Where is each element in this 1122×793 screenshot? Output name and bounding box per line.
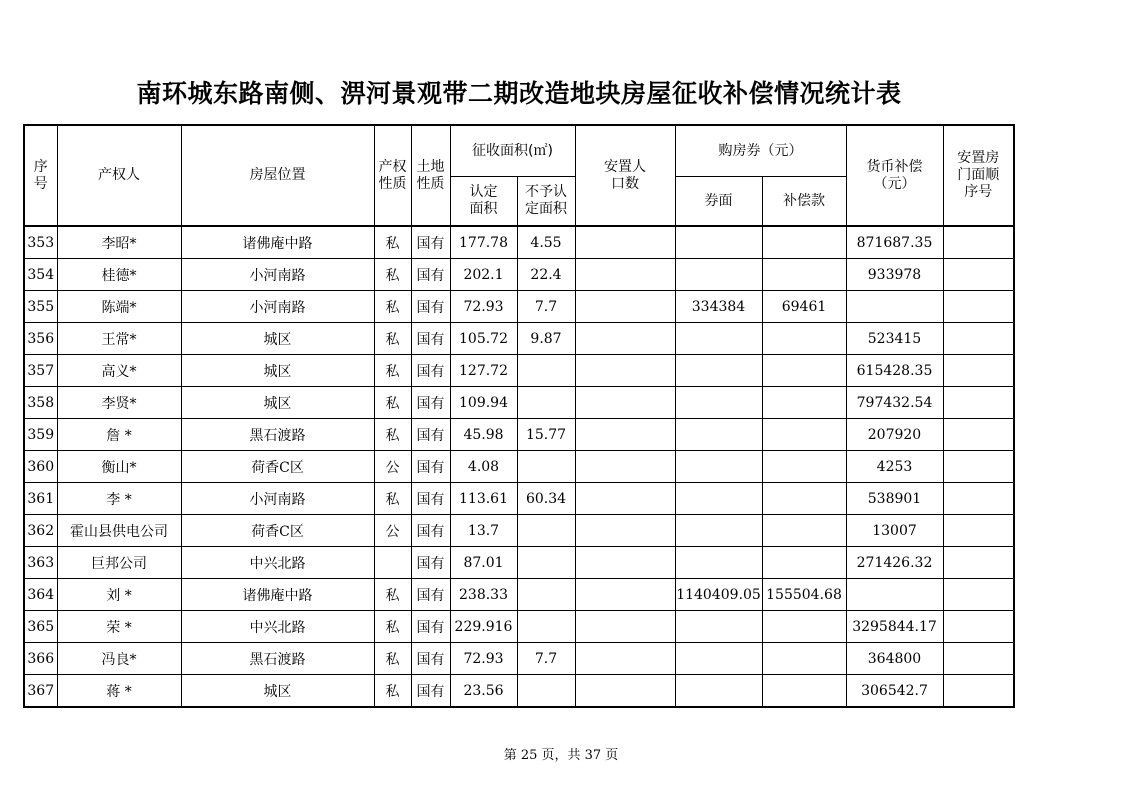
cell-area: 177.78 <box>450 226 517 259</box>
cell-property-type: 私 <box>374 259 411 291</box>
cell-voucher-face: 334384 <box>675 291 762 323</box>
cell-resettle-people <box>575 611 675 643</box>
header-resettle-people: 安置人口数 <box>575 125 675 226</box>
cell-property-type: 私 <box>374 387 411 419</box>
header-location: 房屋位置 <box>181 125 374 226</box>
header-land: 土地性质 <box>411 125 450 226</box>
cell-seq: 356 <box>24 323 57 355</box>
cell-owner: 李昭* <box>57 226 181 259</box>
cell-property-type: 私 <box>374 291 411 323</box>
cell-voucher-comp <box>762 547 846 579</box>
page-footer: 第 25 页，共 37 页 <box>503 748 619 763</box>
cell-resettle-people <box>575 547 675 579</box>
cell-location: 城区 <box>181 355 374 387</box>
header-area-group: 征收面积(㎡) <box>450 125 575 177</box>
cell-cash: 933978 <box>846 259 943 291</box>
table-row <box>24 643 1014 675</box>
cell-area: 202.1 <box>450 259 517 291</box>
cell-seq: 353 <box>24 226 57 259</box>
cell-seq: 359 <box>24 419 57 451</box>
cell-shop-order <box>943 451 1014 483</box>
cell-seq: 355 <box>24 291 57 323</box>
cell-location: 城区 <box>181 675 374 708</box>
cell-shop-order <box>943 323 1014 355</box>
header-area-unrecognized: 不予认定面积 <box>517 177 575 227</box>
table-row <box>24 226 1014 259</box>
cell-resettle-people <box>575 259 675 291</box>
cell-unrecognized-area: 7.7 <box>517 643 575 675</box>
cell-land: 国有 <box>411 419 450 451</box>
cell-property-type: 私 <box>374 355 411 387</box>
cell-voucher-comp <box>762 323 846 355</box>
header-property-type: 产权性质 <box>374 125 411 226</box>
cell-area: 45.98 <box>450 419 517 451</box>
cell-cash: 306542.7 <box>846 675 943 708</box>
cell-unrecognized-area: 15.77 <box>517 419 575 451</box>
table-row <box>24 483 1014 515</box>
cell-seq: 367 <box>24 675 57 708</box>
table-row <box>24 611 1014 643</box>
cell-cash <box>846 291 943 323</box>
cell-cash: 615428.35 <box>846 355 943 387</box>
cell-seq: 365 <box>24 611 57 643</box>
cell-area: 238.33 <box>450 579 517 611</box>
compensation-table <box>23 124 1015 708</box>
cell-voucher-face <box>675 226 762 259</box>
cell-owner: 刘 * <box>57 579 181 611</box>
cell-voucher-comp <box>762 451 846 483</box>
cell-location: 诸佛庵中路 <box>181 579 374 611</box>
cell-land: 国有 <box>411 323 450 355</box>
cell-area: 4.08 <box>450 451 517 483</box>
cell-seq: 360 <box>24 451 57 483</box>
cell-location: 城区 <box>181 387 374 419</box>
cell-voucher-comp <box>762 419 846 451</box>
cell-shop-order <box>943 579 1014 611</box>
cell-shop-order <box>943 387 1014 419</box>
header-voucher-comp: 补偿款 <box>762 177 846 227</box>
table-row <box>24 451 1014 483</box>
cell-area: 23.56 <box>450 675 517 708</box>
header-voucher-face: 券面 <box>675 177 762 227</box>
cell-land: 国有 <box>411 291 450 323</box>
cell-voucher-comp <box>762 515 846 547</box>
cell-owner: 荣 * <box>57 611 181 643</box>
cell-resettle-people <box>575 226 675 259</box>
cell-cash: 3295844.17 <box>846 611 943 643</box>
cell-shop-order <box>943 643 1014 675</box>
cell-cash: 364800 <box>846 643 943 675</box>
header-owner: 产权人 <box>57 125 181 226</box>
cell-owner: 桂德* <box>57 259 181 291</box>
cell-voucher-comp <box>762 226 846 259</box>
cell-land: 国有 <box>411 259 450 291</box>
cell-area: 109.94 <box>450 387 517 419</box>
cell-voucher-face <box>675 259 762 291</box>
cell-property-type: 私 <box>374 643 411 675</box>
cell-shop-order <box>943 226 1014 259</box>
cell-resettle-people <box>575 483 675 515</box>
cell-owner: 冯良* <box>57 643 181 675</box>
cell-unrecognized-area <box>517 611 575 643</box>
cell-land: 国有 <box>411 547 450 579</box>
table-row <box>24 675 1014 708</box>
cell-unrecognized-area <box>517 515 575 547</box>
cell-unrecognized-area <box>517 451 575 483</box>
cell-shop-order <box>943 419 1014 451</box>
cell-cash: 797432.54 <box>846 387 943 419</box>
cell-property-type: 私 <box>374 675 411 708</box>
cell-resettle-people <box>575 291 675 323</box>
table-row <box>24 259 1014 291</box>
cell-voucher-face <box>675 611 762 643</box>
cell-resettle-people <box>575 515 675 547</box>
cell-location: 小河南路 <box>181 483 374 515</box>
cell-voucher-comp: 69461 <box>762 291 846 323</box>
cell-area: 229.916 <box>450 611 517 643</box>
cell-cash: 538901 <box>846 483 943 515</box>
cell-seq: 363 <box>24 547 57 579</box>
cell-land: 国有 <box>411 515 450 547</box>
cell-cash: 271426.32 <box>846 547 943 579</box>
cell-resettle-people <box>575 355 675 387</box>
cell-location: 中兴北路 <box>181 611 374 643</box>
cell-area: 113.61 <box>450 483 517 515</box>
cell-unrecognized-area: 9.87 <box>517 323 575 355</box>
cell-shop-order <box>943 611 1014 643</box>
cell-voucher-comp <box>762 355 846 387</box>
cell-voucher-face <box>675 323 762 355</box>
table-row <box>24 515 1014 547</box>
cell-area: 105.72 <box>450 323 517 355</box>
cell-cash: 4253 <box>846 451 943 483</box>
page-title: 南环城东路南侧、淠河景观带二期改造地块房屋征收补偿情况统计表 <box>136 79 902 108</box>
cell-voucher-face: 1140409.05 <box>675 579 762 611</box>
cell-cash: 871687.35 <box>846 226 943 259</box>
cell-voucher-face <box>675 547 762 579</box>
cell-location: 荷香C区 <box>181 451 374 483</box>
cell-area: 127.72 <box>450 355 517 387</box>
cell-owner: 李 * <box>57 483 181 515</box>
cell-land: 国有 <box>411 355 450 387</box>
cell-shop-order <box>943 355 1014 387</box>
cell-owner: 李贤* <box>57 387 181 419</box>
cell-land: 国有 <box>411 226 450 259</box>
cell-voucher-comp <box>762 611 846 643</box>
cell-location: 荷香C区 <box>181 515 374 547</box>
cell-property-type: 私 <box>374 611 411 643</box>
cell-cash: 523415 <box>846 323 943 355</box>
cell-location: 中兴北路 <box>181 547 374 579</box>
cell-unrecognized-area <box>517 547 575 579</box>
cell-cash <box>846 579 943 611</box>
cell-seq: 354 <box>24 259 57 291</box>
cell-location: 小河南路 <box>181 259 374 291</box>
cell-voucher-comp: 155504.68 <box>762 579 846 611</box>
cell-area: 72.93 <box>450 643 517 675</box>
cell-unrecognized-area <box>517 675 575 708</box>
cell-owner: 高义* <box>57 355 181 387</box>
cell-owner: 霍山县供电公司 <box>57 515 181 547</box>
table-row <box>24 291 1014 323</box>
cell-voucher-comp <box>762 675 846 708</box>
cell-unrecognized-area <box>517 579 575 611</box>
cell-seq: 361 <box>24 483 57 515</box>
cell-seq: 357 <box>24 355 57 387</box>
cell-voucher-comp <box>762 643 846 675</box>
table-row <box>24 547 1014 579</box>
table-row <box>24 419 1014 451</box>
cell-unrecognized-area: 7.7 <box>517 291 575 323</box>
table-row <box>24 323 1014 355</box>
cell-owner: 詹 * <box>57 419 181 451</box>
cell-unrecognized-area: 22.4 <box>517 259 575 291</box>
cell-shop-order <box>943 547 1014 579</box>
cell-resettle-people <box>575 323 675 355</box>
cell-resettle-people <box>575 675 675 708</box>
cell-unrecognized-area <box>517 355 575 387</box>
cell-land: 国有 <box>411 675 450 708</box>
cell-unrecognized-area: 60.34 <box>517 483 575 515</box>
cell-resettle-people <box>575 419 675 451</box>
cell-owner: 衡山* <box>57 451 181 483</box>
cell-land: 国有 <box>411 611 450 643</box>
cell-voucher-face <box>675 451 762 483</box>
cell-cash: 207920 <box>846 419 943 451</box>
cell-land: 国有 <box>411 387 450 419</box>
cell-voucher-face <box>675 387 762 419</box>
cell-voucher-comp <box>762 483 846 515</box>
cell-location: 黑石渡路 <box>181 419 374 451</box>
cell-property-type: 私 <box>374 323 411 355</box>
cell-shop-order <box>943 259 1014 291</box>
cell-owner: 陈端* <box>57 291 181 323</box>
cell-shop-order <box>943 515 1014 547</box>
cell-voucher-comp <box>762 259 846 291</box>
cell-resettle-people <box>575 643 675 675</box>
cell-area: 72.93 <box>450 291 517 323</box>
header-voucher-group: 购房券（元） <box>675 125 846 177</box>
header-area-recognized: 认定面积 <box>450 177 517 227</box>
header-shop-order: 安置房门面顺序号 <box>943 125 1014 226</box>
cell-resettle-people <box>575 579 675 611</box>
cell-voucher-face <box>675 643 762 675</box>
header-seq: 序号 <box>24 125 57 226</box>
cell-seq: 364 <box>24 579 57 611</box>
cell-shop-order <box>943 675 1014 708</box>
cell-unrecognized-area <box>517 387 575 419</box>
cell-land: 国有 <box>411 579 450 611</box>
table-row <box>24 355 1014 387</box>
cell-property-type <box>374 547 411 579</box>
cell-unrecognized-area: 4.55 <box>517 226 575 259</box>
cell-voucher-face <box>675 419 762 451</box>
cell-location: 城区 <box>181 323 374 355</box>
cell-voucher-face <box>675 675 762 708</box>
cell-seq: 366 <box>24 643 57 675</box>
cell-voucher-face <box>675 515 762 547</box>
cell-location: 黑石渡路 <box>181 643 374 675</box>
cell-land: 国有 <box>411 483 450 515</box>
cell-area: 87.01 <box>450 547 517 579</box>
table-row <box>24 387 1014 419</box>
cell-seq: 358 <box>24 387 57 419</box>
cell-property-type: 公 <box>374 515 411 547</box>
cell-resettle-people <box>575 451 675 483</box>
cell-shop-order <box>943 483 1014 515</box>
cell-owner: 蒋 * <box>57 675 181 708</box>
cell-location: 小河南路 <box>181 291 374 323</box>
cell-seq: 362 <box>24 515 57 547</box>
cell-property-type: 私 <box>374 579 411 611</box>
cell-property-type: 私 <box>374 226 411 259</box>
cell-cash: 13007 <box>846 515 943 547</box>
table-row <box>24 579 1014 611</box>
cell-voucher-comp <box>762 387 846 419</box>
cell-location: 诸佛庵中路 <box>181 226 374 259</box>
cell-property-type: 私 <box>374 483 411 515</box>
cell-property-type: 私 <box>374 419 411 451</box>
cell-property-type: 公 <box>374 451 411 483</box>
cell-owner: 王常* <box>57 323 181 355</box>
cell-voucher-face <box>675 355 762 387</box>
cell-owner: 巨邦公司 <box>57 547 181 579</box>
cell-shop-order <box>943 291 1014 323</box>
cell-resettle-people <box>575 387 675 419</box>
cell-area: 13.7 <box>450 515 517 547</box>
cell-voucher-face <box>675 483 762 515</box>
cell-land: 国有 <box>411 643 450 675</box>
header-cash: 货币补偿（元） <box>846 125 943 226</box>
cell-land: 国有 <box>411 451 450 483</box>
